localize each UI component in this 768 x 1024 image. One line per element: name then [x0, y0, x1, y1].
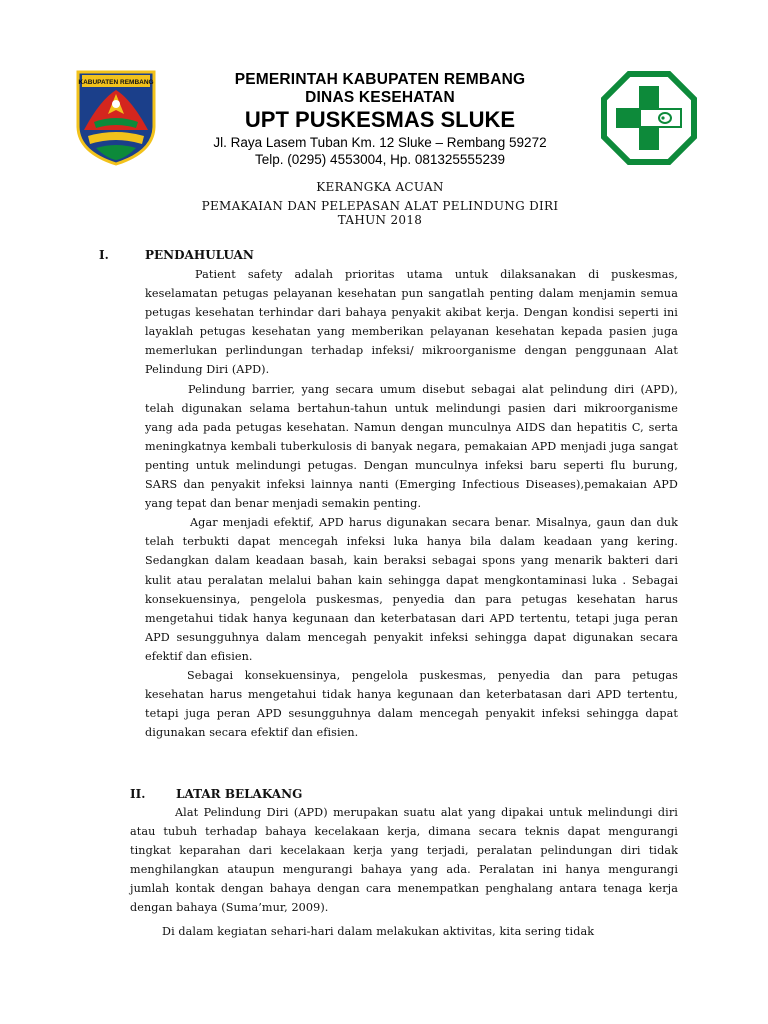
kabupaten-rembang-crest-icon	[74, 70, 158, 166]
section-2-number: II.	[130, 787, 146, 801]
title-line-1: KERANGKA ACUAN	[316, 180, 444, 194]
letterhead	[160, 71, 600, 168]
section-2-heading: LATAR BELAKANG	[176, 787, 303, 801]
section-1-heading: PENDAHULUAN	[145, 248, 254, 262]
title-line-3: TAHUN 2018	[337, 213, 423, 227]
section-1-number: I.	[99, 248, 109, 262]
crest-caption: KABUPATEN REMBANG	[78, 79, 154, 86]
section-1-body	[145, 265, 678, 742]
title-line-2: PEMAKAIAN DAN PELEPASAN ALAT PELINDUNG DIRI	[201, 198, 559, 213]
section-2-paragraph-1: Alat Pelindung Diri (APD) merupakan suatu alat yang dipakai untuk melindungi diri atau tubuh terhadap bahaya kecelakaan kerja, dimana secara teknis dapat mengurangi tingkat keparahan dari kecelakaan kerja yang terjadi, peralatan pelindungan diri tidak menghilangkan ataupun mengurangi bahaya yang ada. Peralatan ini hanya mengurangi jumlah kontak dengan bahaya dengan cara menempatkan penghalang antara tenaga kerja dengan bahaya (Suma’mur, 2009).	[130, 806, 678, 915]
puskesmas-logo-icon	[601, 71, 697, 165]
section-2-paragraph-2: Di dalam kegiatan sehari-hari dalam melakukan aktivitas, kita sering tidak	[162, 924, 595, 938]
section-1-paragraph-1: Patient safety adalah prioritas utama untuk dilaksanakan di puskesmas, keselamatan petugas pelayanan kesehatan pun sangatlah penting dalam menjamin semua petugas kesehatan terhindar dari bahaya penyakit akibat kerja. Dengan kondisi seperti ini layaklah petugas kesehatan yang memberikan pelayanan kesehatan kepada pasien juga memerlukan perlindungan terhadap infeksi/ mikroorganisme dengan penggunaan Alat Pelindung Diri (APD).	[145, 268, 678, 377]
section-1-paragraph-4: Sebagai konsekuensinya, pengelola puskesmas, penyedia dan para petugas kesehatan harus mengetahui tidak hanya kegunaan dan keterbatasan dari APD tertentu, tetapi juga peran APD sesungguhnya dalam mencegah penyakit infeksi sehingga dapat digunakan secara efektif dan efisien.	[145, 668, 678, 740]
letterhead-address: Jl. Raya Lasem Tuban Km. 12 Sluke – Rembang 59272	[213, 135, 547, 150]
section-1-paragraph-3: Agar menjadi efektif, APD harus digunakan secara benar. Misalnya, gaun dan duk telah terbukti dapat mencegah infeksi luka hanya bila dalam keadaan yang kering. Sedangkan dalam keadaan basah, kain beraksi sebagai spons yang menarik bakteri dari kulit atau peralatan melalui bahan kain sehingga dapat mengkontaminasi luka . Sebagai konsekuensinya, pengelola puskesmas, penyedia dan para petugas kesehatan harus mengetahui tidak hanya kegunaan dan keterbatasan dari APD tertentu, tetapi juga peran APD sesungguhnya dalam mencegah penyakit infeksi sehingga dapat digunakan secara efektif dan efisien.	[145, 516, 678, 663]
section-1-paragraph-2: Pelindung barrier, yang secara umum disebut sebagai alat pelindung diri (APD), telah digunakan selama bertahun-tahun untuk melindungi pasien dari mikroorganisme yang ada pada petugas kesehatan. Namun dengan munculnya AIDS dan hepatitis C, serta meningkatnya kembali tuberkulosis di banyak negara, pemakaian APD menjadi juga sangat penting untuk melindungi petugas. Dengan munculnya infeksi baru seperti flu burung, SARS dan penyakit infeksi lainnya nanti (Emerging Infectious Diseases),pemakaian APD yang tepat dan benar menjadi semakin penting.	[145, 382, 678, 511]
document-title	[130, 180, 630, 228]
letterhead-phone: Telp. (0295) 4553004, Hp. 081325555239	[255, 152, 505, 167]
letterhead-government: PEMERINTAH KABUPATEN REMBANG	[234, 71, 526, 88]
letterhead-department: DINAS KESEHATAN	[305, 89, 455, 106]
section-2-body	[130, 803, 678, 941]
letterhead-institution: UPT PUSKESMAS SLUKE	[244, 107, 516, 132]
